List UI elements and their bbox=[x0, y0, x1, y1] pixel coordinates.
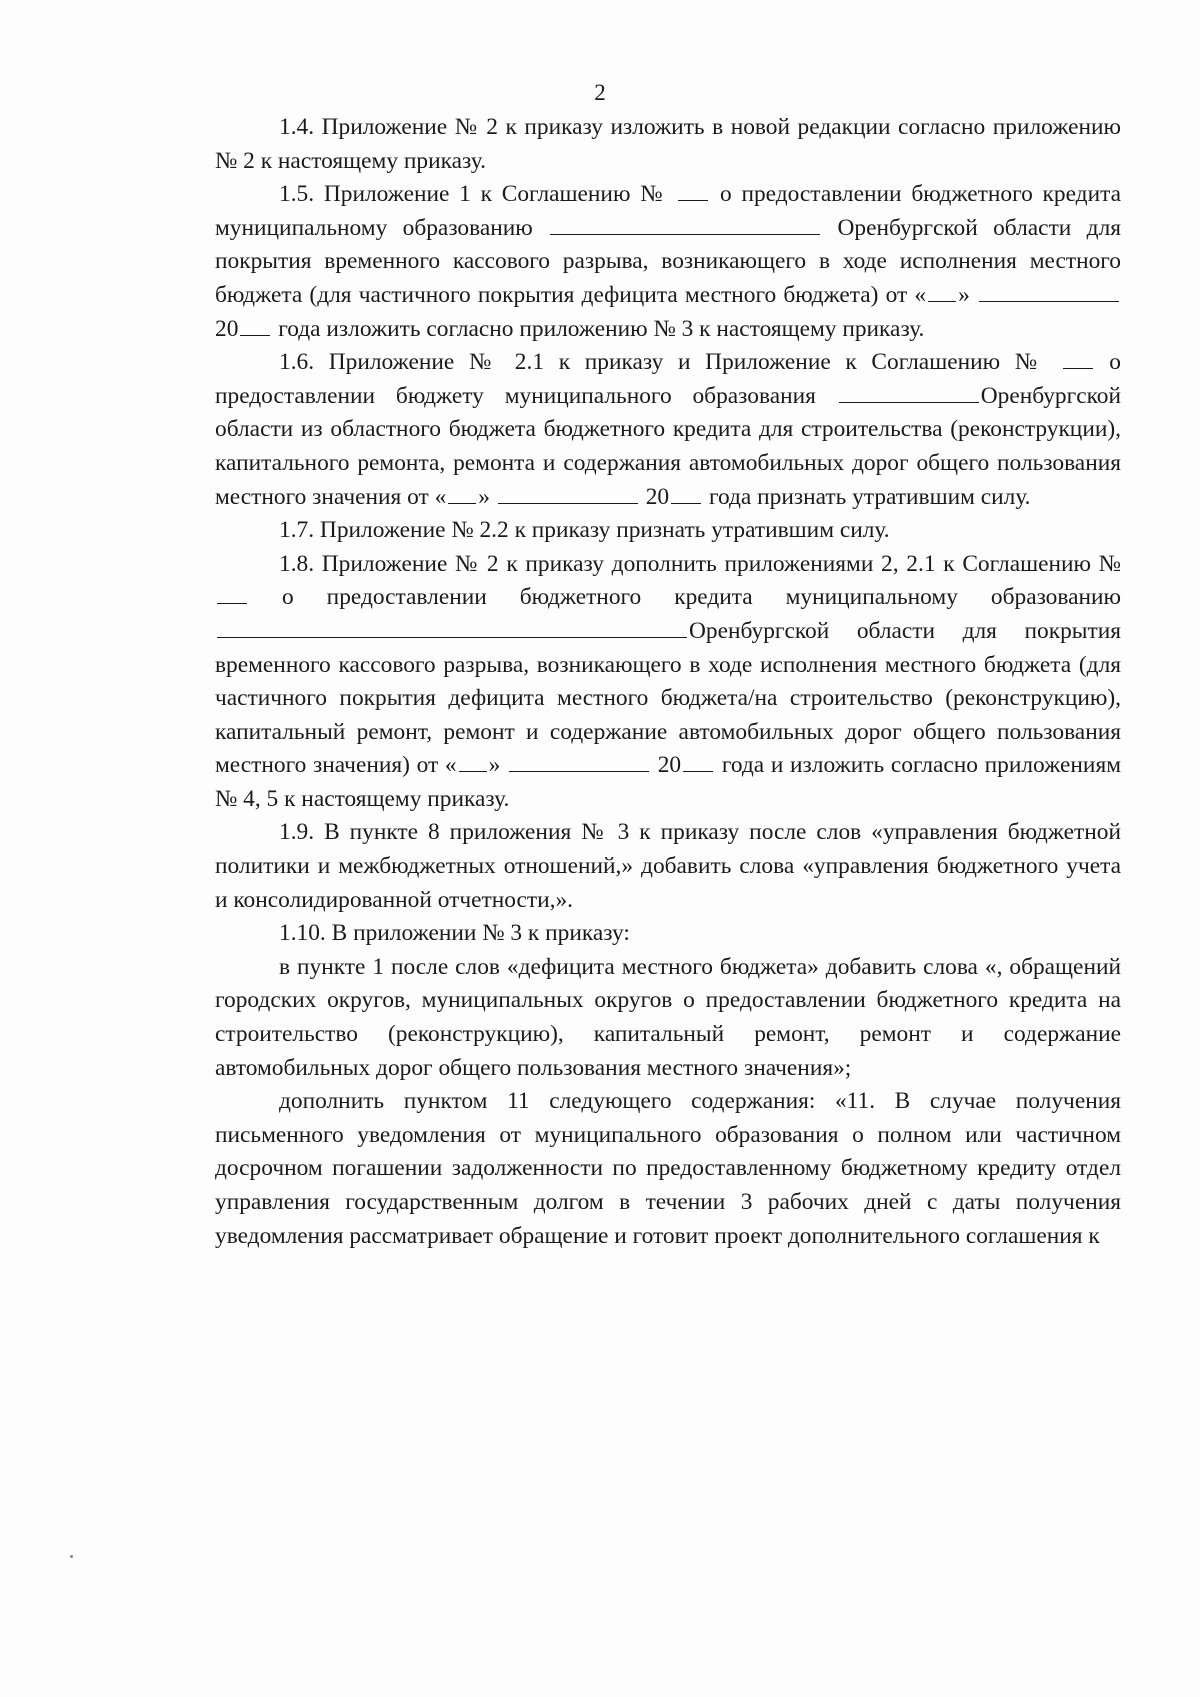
text-segment: 20 bbox=[215, 315, 239, 342]
blank-line bbox=[448, 481, 476, 504]
text-segment: о предоставлении бюджету муниципального образования bbox=[215, 349, 1121, 409]
blank-line bbox=[498, 481, 638, 504]
text-segment: Оренбургской области для покрытия временного кассового разрыва, возникающего в ходе исполнения местного бюджета (для частичного покрытия дефицита местного бюджета/на строительство (реконструкцию), капитальный ремонт, ремонт и содержание автомобильных дорог общего пользования местного значения) от « bbox=[215, 617, 1121, 779]
blank-line bbox=[459, 749, 487, 772]
text-segment: 20 bbox=[657, 752, 682, 779]
blank-line bbox=[671, 481, 701, 504]
paragraph-1-6 bbox=[215, 346, 1121, 514]
text-segment: 1.6. Приложение № 2.1 к приказу и Приложение к Соглашению № bbox=[279, 349, 1046, 376]
document-body bbox=[215, 111, 1121, 1253]
text-segment: о предоставлении бюджетного кредита муниципальному образованию bbox=[215, 181, 1121, 241]
paragraph-1-10-subitem-1: в пункте 1 после слов «дефицита местного бюджета» добавить слова «, обращений городских округов, муниципальных округов о предоставлении бюджетного кредита на строительство (реконструкцию), капитальный ремонт, ремонт и содержание автомобильных дорог общего пользования местного значения»; bbox=[215, 953, 1121, 1081]
paragraph-1-5 bbox=[215, 178, 1121, 346]
text-segment: Оренбургской области для покрытия временного кассового разрыва, возникающего в ходе исполнения местного бюджета (для частичного покрытия дефицита местного бюджета) от « bbox=[215, 214, 1121, 308]
blank-line bbox=[217, 615, 687, 638]
blank-line bbox=[1063, 346, 1093, 369]
text-segment: года и изложить согласно приложениям № 4, 5 к настоящему приказу. bbox=[215, 752, 1121, 812]
blank-line bbox=[217, 581, 247, 604]
blank-line bbox=[683, 749, 713, 772]
blank-line bbox=[979, 279, 1119, 302]
blank-line bbox=[839, 380, 979, 403]
text-segment: » bbox=[958, 281, 970, 308]
text-segment: 1.8. Приложение № 2 к приказу дополнить приложениями 2, 2.1 к Соглашению № bbox=[279, 550, 1121, 577]
blank-line bbox=[240, 313, 270, 336]
paragraph-1-7: 1.7. Приложение № 2.2 к приказу признать утратившим силу. bbox=[279, 517, 890, 544]
text-segment: » bbox=[488, 752, 501, 779]
text-segment: Оренбургской области из областного бюджета бюджетного кредита для строительства (реконструкции), капитального ремонта, ремонта и содержания автомобильных дорог общего пользования местного значения от « bbox=[215, 382, 1121, 510]
text-segment: 20 bbox=[645, 483, 670, 510]
paragraph-1-8 bbox=[215, 548, 1121, 817]
paragraph-1-9: 1.9. В пункте 8 приложения № 3 к приказу после слов «управления бюджетной политики и межбюджетных отношений,» добавить слова «управления бюджетного учета и консолидированной отчетности,». bbox=[215, 819, 1121, 913]
paragraph-1-10: 1.10. В приложении № 3 к приказу: bbox=[279, 920, 630, 947]
blank-line bbox=[678, 178, 708, 201]
paragraph-1-4: 1.4. Приложение № 2 к приказу изложить в новой редакции согласно приложению № 2 к настоящему приказу. bbox=[215, 114, 1121, 174]
text-segment: года признать утратившим силу. bbox=[708, 483, 1031, 510]
blank-line bbox=[928, 279, 956, 302]
blank-line bbox=[550, 212, 820, 235]
text-segment: года изложить согласно приложению № 3 к настоящему приказу. bbox=[278, 315, 925, 342]
blank-line bbox=[509, 749, 649, 772]
text-segment: 1.5. Приложение 1 к Соглашению № bbox=[279, 181, 667, 208]
text-segment: о предоставлении бюджетного кредита муниципальному образованию bbox=[282, 584, 1121, 611]
paragraph-1-10-subitem-2: дополнить пунктом 11 следующего содержания: «11. В случае получения письменного уведомления от муниципального образования о полном или частичном досрочном погашении задолженности по предоставленному бюджетному кредиту отдел управления государственным долгом в течении 3 рабочих дней с даты получения уведомления рассматривает обращение и готовит проект дополнительного соглашения к bbox=[215, 1088, 1121, 1249]
page-number: 2 bbox=[594, 80, 606, 105]
text-segment: » bbox=[478, 483, 490, 510]
scan-speck bbox=[70, 1555, 73, 1558]
